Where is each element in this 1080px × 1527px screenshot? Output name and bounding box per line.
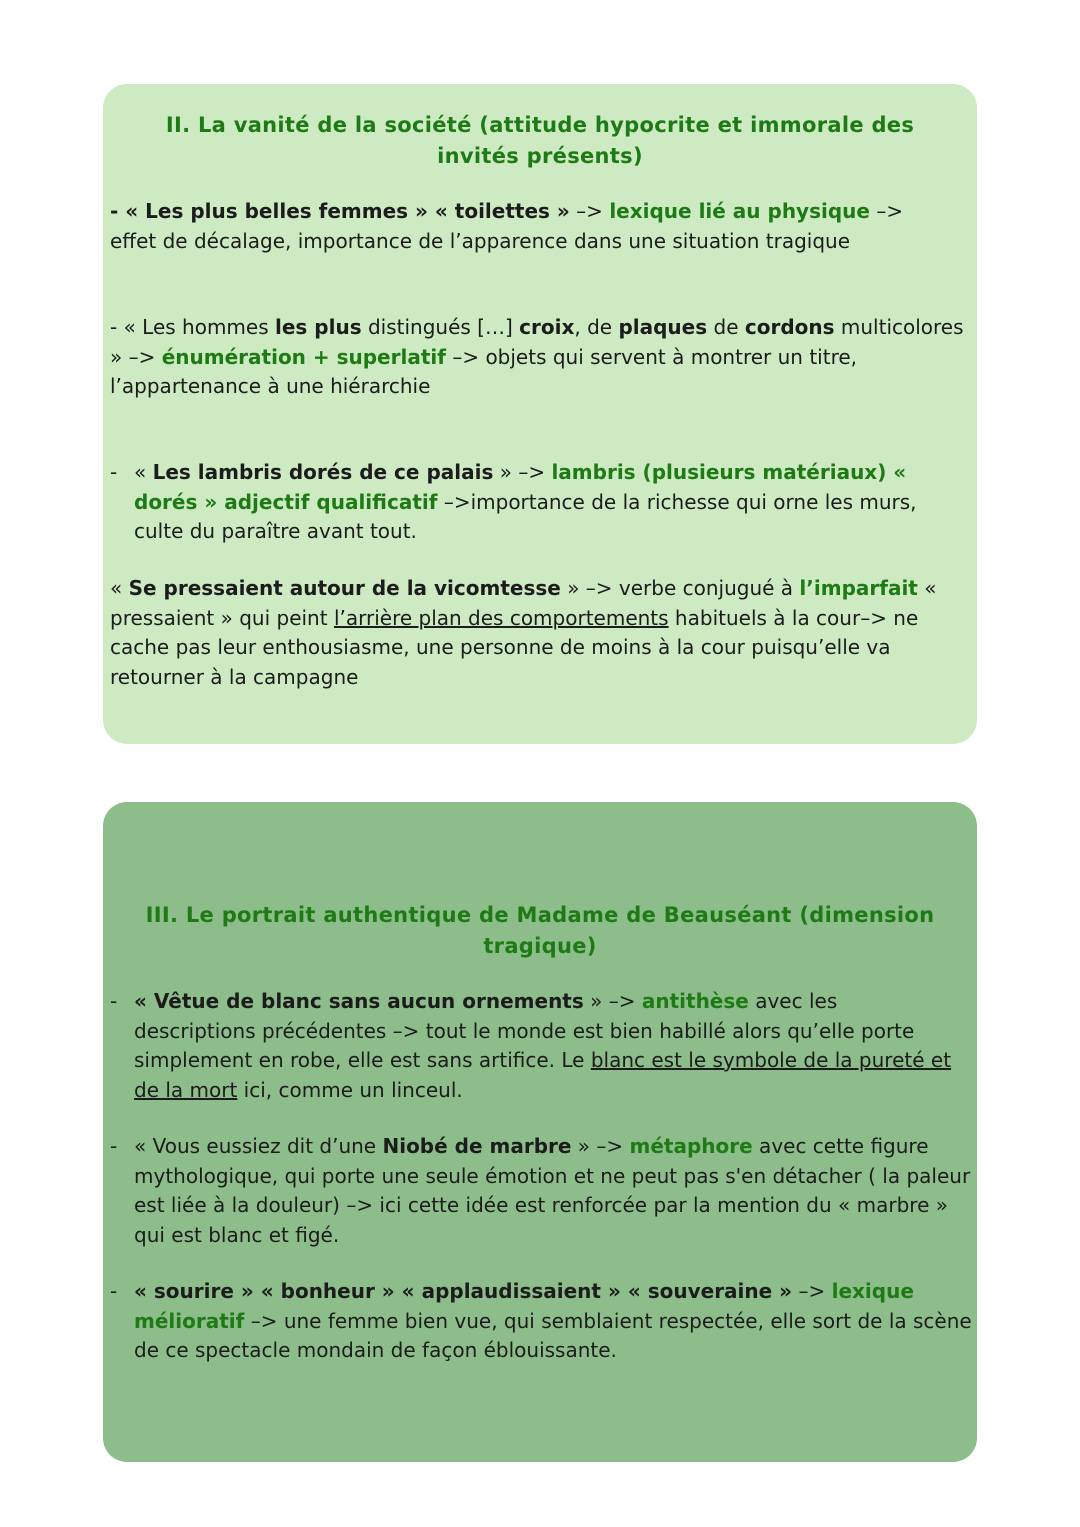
section-card-portrait xyxy=(103,802,977,1462)
quote: Les lambris dorés de ce palais xyxy=(152,460,494,484)
paragraph-sourire xyxy=(134,1277,974,1366)
bold-word: les plus xyxy=(275,315,362,339)
text: multicolores » –> xyxy=(110,315,964,369)
text: de xyxy=(707,315,745,339)
quote: « sourire » « bonheur » « applaudissaient » « souveraine » xyxy=(134,1279,793,1303)
analysis-text: habituels à la cour–> ne cache pas leur enthousiasme, une personne de moins à la cour puisqu’elle va retourner à la campagne xyxy=(110,605,919,689)
quote: Niobé de marbre xyxy=(382,1134,572,1158)
text: « xyxy=(134,460,153,484)
text: « Vous eussiez dit d’une xyxy=(134,1134,383,1158)
figure-term: l’imparfait xyxy=(799,576,918,600)
text: ici, comme un linceul. xyxy=(237,1077,463,1102)
quote: « Vêtue de blanc sans aucun ornements xyxy=(134,989,584,1013)
paragraph-lambris xyxy=(134,458,964,547)
bullet-dash: - xyxy=(110,1279,118,1303)
text: distingués […] xyxy=(361,315,520,339)
analysis-text: –> une femme bien vue, qui semblaient respectée, elle sort de la scène de ce spectacle mondain de façon éblouissante. xyxy=(134,1308,972,1362)
text: « pressaient » qui peint xyxy=(110,576,937,630)
text: , de xyxy=(574,315,619,339)
figure-term: antithèse xyxy=(641,989,749,1013)
text: –> xyxy=(792,1279,832,1303)
text: » –> xyxy=(583,989,642,1013)
bullet-dash: - xyxy=(110,460,118,484)
analysis-text: avec cette figure mythologique, qui porte une seule émotion et ne peut pas s'en détacher ( la paleur est liée à la douleur) –> ici cette idée est renforcée par la mention du « marbre » qui est blanc et figé. xyxy=(134,1134,971,1247)
quote: Se pressaient autour de la vicomtesse xyxy=(128,576,561,600)
underlined-text: blanc est le symbole de la pureté et de la mort xyxy=(134,1048,952,1102)
section-card-vanite xyxy=(103,84,977,744)
text: - « Les hommes xyxy=(110,315,275,339)
section-title: III. Le portrait authentique de Madame de Beauséant (dimension tragique) xyxy=(145,903,935,958)
quote: « Les plus belles femmes » « toilettes » xyxy=(125,199,570,223)
bold-word: cordons xyxy=(744,315,835,339)
text: » –> xyxy=(493,460,552,484)
bold-word: croix xyxy=(519,315,575,339)
bullet-dash: - xyxy=(110,989,118,1013)
figure-term: lexique lié au physique xyxy=(609,199,870,223)
dash: - xyxy=(110,199,126,223)
text: « xyxy=(110,576,129,600)
analysis-text: –> objets qui servent à montrer un titre, l’appartenance à une hiérarchie xyxy=(110,344,858,398)
underlined-text: l’arrière plan des comportements xyxy=(333,605,669,630)
analysis-text: –>importance de la richesse qui orne les murs, culte du paraître avant tout. xyxy=(134,489,917,543)
section-title: II. La vanité de la société (attitude hypocrite et immorale des invités présents) xyxy=(165,113,915,168)
text: avec les descriptions précédentes –> tout le monde est bien habillé alors qu’elle porte simplement en robe, elle est sans artifice. Le xyxy=(134,989,915,1072)
text: » –> verbe conjugué à xyxy=(560,576,800,600)
figure-term: métaphore xyxy=(629,1134,753,1158)
paragraph-toilettes xyxy=(110,197,950,256)
paragraph-niobe xyxy=(134,1132,974,1250)
text: » –> xyxy=(571,1134,630,1158)
bullet-dash: - xyxy=(110,1134,118,1158)
arrow-text: –> xyxy=(569,199,610,223)
bold-word: plaques xyxy=(618,315,708,339)
paragraph-hommes xyxy=(110,313,970,402)
analysis-text: –> effet de décalage, importance de l’apparence dans une situation tragique xyxy=(110,199,904,253)
paragraph-pressaient xyxy=(110,574,950,692)
figure-term: lexique mélioratif xyxy=(134,1279,914,1333)
paragraph-vetue xyxy=(134,987,964,1105)
figure-term: énumération + superlatif xyxy=(161,344,446,369)
figure-term: lambris (plusieurs matériaux) « dorés » adjectif qualificatif xyxy=(134,460,907,514)
